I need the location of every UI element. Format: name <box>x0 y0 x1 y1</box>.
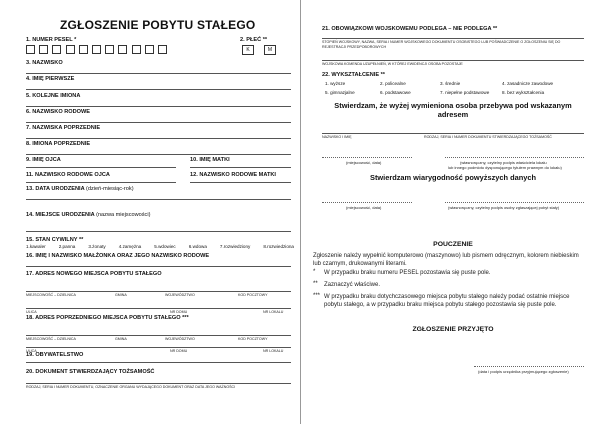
pesel-digit-box[interactable] <box>158 45 167 54</box>
notice-mark-3: *** <box>313 293 321 299</box>
mother-name-input[interactable] <box>190 167 291 168</box>
pesel-digit-box[interactable] <box>39 45 48 54</box>
first-name-label: 4. IMIĘ PIERWSZE <box>26 76 75 82</box>
reporter-signature-hint: (własnoręczny, czytelny podpis osoby zgłaszającej pobyt stały) <box>448 205 560 210</box>
notice-mark-2: ** <box>313 281 318 287</box>
notice-paragraph-3: Zaznaczyć właściwe. <box>324 282 381 288</box>
notice-mark-1: * <box>313 269 316 275</box>
first-name-input[interactable] <box>26 89 291 90</box>
notice-paragraph-1: Zgłoszenie należy wypełnić komputerowo (maszynowo) lub pismem odręcznym, kolorem niebieskim lub czarnym, drukowanymi literami. <box>313 253 579 268</box>
new-address-flat-hint: NR LOKALU <box>263 310 284 314</box>
marital-option-2[interactable]: 2.panna <box>58 244 76 249</box>
previous-address-flat-hint: NR LOKALU <box>263 349 284 353</box>
owner-signature-hint-1: (własnoręczny, czytelny podpis właściciela lokalu <box>460 160 547 165</box>
spouse-input[interactable] <box>26 266 291 267</box>
military-input-1[interactable] <box>322 38 584 39</box>
marital-option-6[interactable]: 6.wdowa <box>188 244 207 249</box>
marital-status-label: 15. STAN CYWILNY ** <box>26 237 84 243</box>
birth-place-label: 14. MIEJSCE URODZENIA (nazwa miejscowości) <box>26 212 151 218</box>
education-option-5[interactable]: 5. gimnazjalne <box>325 90 355 95</box>
other-names-label: 5. KOLEJNE IMIONA <box>26 93 81 99</box>
birth-place-input[interactable] <box>26 231 291 232</box>
new-address-line-2[interactable] <box>26 308 291 309</box>
father-family-name-label: 11. NAZWISKO RODOWE OJCA <box>26 172 110 178</box>
marital-option-1[interactable]: 1.kawaler <box>26 244 46 249</box>
page-divider <box>300 0 301 424</box>
previous-address-house-hint: NR DOMU <box>170 349 188 353</box>
new-address-label: 17. ADRES NOWEGO MIEJSCA POBYTU STAŁEGO <box>26 271 162 277</box>
official-signature-hint: (data i podpis urzędnika przyjmującego zgłoszenie) <box>478 369 569 374</box>
marital-option-3[interactable]: 3.żonaty <box>88 244 106 249</box>
education-label: 22. WYKSZTAŁCENIE ** <box>322 72 385 78</box>
new-address-postcode-hint: KOD POCZTOWY <box>238 293 268 297</box>
pesel-digit-box[interactable] <box>92 45 101 54</box>
notice-paragraph-4: W przypadku braku dotychczasowego miejsca pobytu stałego należy podać ostatnie miejsce pobytu stałego, a w przypadku braku miejsca pobytu stałego pozostawia się puste pole. <box>324 294 570 309</box>
marital-option-8[interactable]: 8.rozwiedziona <box>263 244 294 249</box>
pesel-label: 1. NUMER PESEL * <box>26 37 77 43</box>
owner-place-date-input[interactable] <box>322 157 412 158</box>
education-option-1[interactable]: 1. wyższe <box>325 81 346 86</box>
pesel-digit-box[interactable] <box>132 45 141 54</box>
owner-signature-hint-2: lub innego podmiotu dysponującego tytułem prawnym do lokalu) <box>448 165 562 170</box>
form-title: ZGŁOSZENIE POBYTU STAŁEGO <box>60 18 256 32</box>
gender-k-checkbox[interactable]: K <box>242 45 254 55</box>
marital-option-5[interactable]: 5.wdowiec <box>154 244 176 249</box>
previous-surnames-input[interactable] <box>26 138 291 139</box>
new-address-street-hint: ULICA <box>26 310 37 314</box>
official-signature-input[interactable] <box>474 366 584 367</box>
education-option-4[interactable]: 4. zasadnicze zawodowe <box>502 81 554 86</box>
previous-address-voivodeship-hint: WOJEWÓDZTWO <box>165 337 195 341</box>
accepted-heading: ZGŁOSZENIE PRZYJĘTO <box>412 326 494 333</box>
confirm-person-name-hint: NAZWISKO I IMIĘ <box>322 135 352 139</box>
father-name-input[interactable] <box>26 167 176 168</box>
owner-signature-input[interactable] <box>445 157 584 158</box>
previous-address-line-2[interactable] <box>26 347 291 348</box>
confirm-data-heading: Stwierdzam wiarygodność powyższych danych <box>370 173 536 182</box>
surname-input[interactable] <box>26 73 291 74</box>
education-option-7[interactable]: 7. niepełne podstawowe <box>440 90 490 95</box>
marital-option-7[interactable]: 7.rozwiedziony <box>219 244 251 249</box>
gender-m-checkbox[interactable]: M <box>264 45 276 55</box>
new-address-city-hint: MIEJSCOWOŚĆ – DZIELNICA <box>26 293 76 297</box>
new-address-commune-hint: GMINA <box>115 293 127 297</box>
previous-address-postcode-hint: KOD POCZTOWY <box>238 337 268 341</box>
previous-address-commune-hint: GMINA <box>115 337 127 341</box>
education-option-2[interactable]: 2. policealne <box>380 81 406 86</box>
education-option-8[interactable]: 8. bez wykształcenia <box>502 90 545 95</box>
previous-address-line-1[interactable] <box>26 335 291 336</box>
military-hint-1: STOPIEŃ WOJSKOWY, NAZWA, SERIA I NUMER WOJSKOWEGO DOKUMENTU OSOBISTEGO LUB POŚWIADCZENIE O ZGŁOSZENIU SIĘ DO REJESTRACJI PRZEDPOBOROWYCH <box>322 40 561 49</box>
military-hint-2: WOJSKOWA KOMENDA UZUPEŁNIEŃ, W KTÓREJ EWIDENCJI OSOBA POZOSTAJE <box>322 62 463 66</box>
pesel-digit-box[interactable] <box>52 45 61 54</box>
previous-surnames-label: 7. NAZWISKA POPRZEDNIE <box>26 125 101 131</box>
confirm-person-document-hint: RODZAJ, SERIA I NUMER DOKUMENTU STWIERDZAJĄCEGO TOŻSAMOŚĆ <box>424 135 552 139</box>
pesel-digit-box[interactable] <box>26 45 35 54</box>
education-option-3[interactable]: 3. średnie <box>440 81 461 86</box>
gender-label: 2. PŁEĆ ** <box>240 37 268 43</box>
surname-label: 3. NAZWISKO <box>26 60 63 66</box>
military-input-2[interactable] <box>322 60 584 61</box>
notice-paragraph-2: W przypadku braku numeru PESEL pozostawia się puste pole. <box>324 270 491 276</box>
pesel-digit-box[interactable] <box>105 45 114 54</box>
previous-address-street-hint: ULICA <box>26 349 37 353</box>
military-label: 21. OBOWIĄZKOWI WOJSKOWEMU PODLEGA – NIE PODLEGA ** <box>322 26 498 32</box>
marital-status-options[interactable] <box>26 244 294 249</box>
pesel-digit-box[interactable] <box>79 45 88 54</box>
owner-place-date-hint: (miejscowość, data) <box>346 160 382 165</box>
previous-names-input[interactable] <box>26 154 291 155</box>
father-name-label: 9. IMIĘ OJCA <box>26 157 61 163</box>
mother-family-name-label: 12. NAZWISKO RODOWE MATKI <box>190 172 276 178</box>
confirm-residence-heading: Stwierdzam, że wyżej wymieniona osoba przebywa pod wskazanym adresem <box>334 101 572 119</box>
notice-title: POUCZENIE <box>433 241 473 248</box>
education-option-6[interactable]: 6. podstawowe <box>380 90 411 95</box>
father-family-name-input[interactable] <box>26 182 176 183</box>
pesel-digit-box[interactable] <box>145 45 154 54</box>
reporter-place-date-hint: (miejscowość, data) <box>346 205 382 210</box>
new-address-voivodeship-hint: WOJEWÓDZTWO <box>165 293 195 297</box>
id-document-input[interactable] <box>26 383 291 384</box>
citizenship-label: 19. OBYWATELSTWO <box>26 352 84 358</box>
previous-names-label: 8. IMIONA POPRZEDNIE <box>26 141 91 147</box>
reporter-place-date-input[interactable] <box>322 202 412 203</box>
birth-date-label: 13. DATA URODZENIA (dzień-miesiąc-rok) <box>26 186 134 192</box>
id-document-label: 20. DOKUMENT STWIERDZAJĄCY TOŻSAMOŚĆ <box>26 369 155 375</box>
spouse-label: 16. IMIĘ I NAZWISKO MAŁŻONKA ORAZ JEGO NAZWISKO RODOWE <box>26 253 210 259</box>
other-names-input[interactable] <box>26 106 291 107</box>
birth-date-input[interactable] <box>26 199 291 200</box>
previous-address-label: 18. ADRES POPRZEDNIEGO MIEJSCA POBYTU STAŁEGO *** <box>26 315 189 321</box>
family-name-label: 6. NAZWISKO RODOWE <box>26 109 91 115</box>
mother-family-name-input[interactable] <box>190 182 291 183</box>
marital-option-4[interactable]: 4.zamężna <box>118 244 142 249</box>
family-name-input[interactable] <box>26 122 291 123</box>
citizenship-input[interactable] <box>26 362 291 363</box>
mother-name-label: 10. IMIĘ MATKI <box>190 157 230 163</box>
id-document-hint: RODZAJ, SERIA I NUMER DOKUMENTU, OZNACZENIE ORGANU WYDAJĄCEGO DOKUMENT ORAZ DATA JEGO WAŻNOŚCI <box>26 385 236 389</box>
reporter-signature-input[interactable] <box>445 202 584 203</box>
pesel-digit-box[interactable] <box>118 45 127 54</box>
new-address-house-hint: NR DOMU <box>170 310 188 314</box>
confirm-person-input[interactable] <box>322 133 584 134</box>
pesel-digit-box[interactable] <box>66 45 75 54</box>
new-address-line-1[interactable] <box>26 291 291 292</box>
previous-address-city-hint: MIEJSCOWOŚĆ – DZIELNICA <box>26 337 76 341</box>
